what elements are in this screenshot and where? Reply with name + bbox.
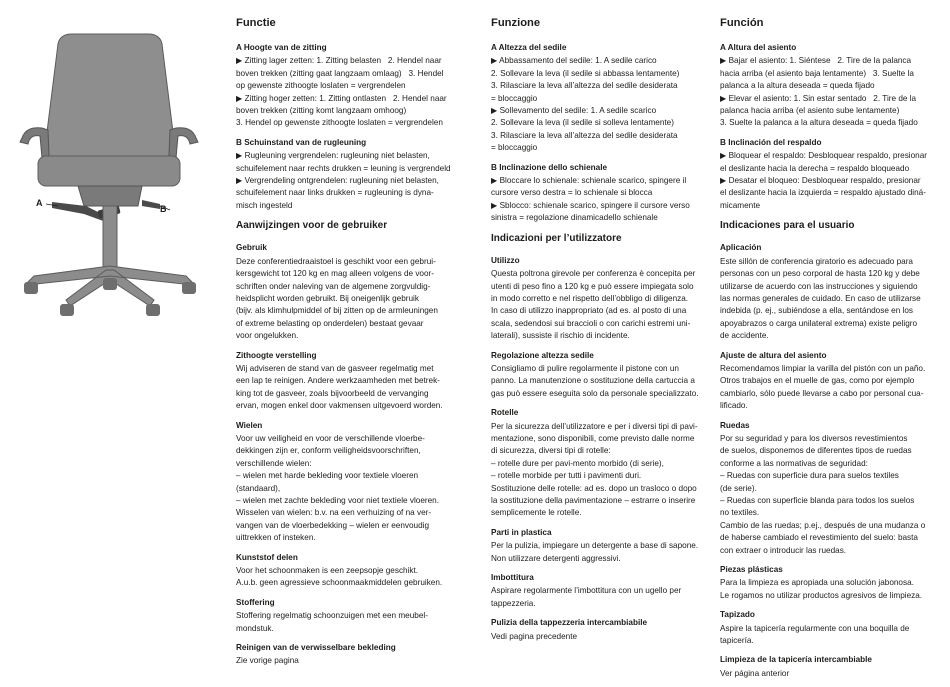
body-line: semplicemente le rotelle. <box>491 508 582 518</box>
note-section <box>720 242 932 342</box>
body-line: ▶ Rugleuning vergrendelen: rugleuning niet belasten, <box>236 151 430 161</box>
body-line: schuifelement naar links drukken = rugleuning is dyna- <box>236 188 434 198</box>
body-line: tapicería. <box>720 636 754 646</box>
body-line: di sicurezza, diversi tipi di rotelle: <box>491 446 611 456</box>
caster <box>60 304 74 316</box>
body-line: Voor het schoonmaken is een zeepsopje geschikt. <box>236 566 419 576</box>
note-section <box>236 597 448 635</box>
body-line: Stoffering regelmatig schoonzuigen met een meubel- <box>236 611 428 621</box>
body-line: (de serie). <box>720 483 757 493</box>
body-line: schuifelement naar rechts drukken = leuning is vergrendeld <box>236 163 451 173</box>
body-line: dekkingen zijn er, conform veiligheidsvoorschriften, <box>236 446 421 456</box>
body-line: no textiles. <box>720 508 760 518</box>
section-heading: A Altezza del sedile <box>491 43 567 52</box>
body-line: ▶ Bloccare lo schienale: schienale scarico, spingere il <box>491 176 687 186</box>
body-line: (bijv. als klimhulpmiddel of bij zitten op de armleuningen <box>236 306 438 316</box>
section-heading: Regolazione altezza sedile <box>491 350 594 360</box>
note-section <box>236 642 448 668</box>
body-line: personas con un peso corporal de hasta 120 kg y debe <box>720 269 920 279</box>
body-line: schriften onder naleving van de algemene zorgvuldig- <box>236 281 431 291</box>
body-line: hacia arriba (el asiento baja lentamente) 3. Suelte la <box>720 68 914 78</box>
body-line: kersgewicht tot 120 kg en mag alleen volgens de voor- <box>236 269 434 279</box>
body-line: Voor uw veiligheid en voor de verschillende vloerbe- <box>236 433 425 443</box>
body-line: 2. Sollevare la leva (il sedile si abbassa lentamente) <box>491 68 680 78</box>
body-line: een lap te reinigen. Andere werkzaamheden met betrek- <box>236 376 440 386</box>
notes-sections <box>491 255 703 643</box>
section-heading: Ajuste de altura del asiento <box>720 350 827 360</box>
body-line: scala, sedendosi sui braccioli o con carichi estremi uni- <box>491 318 691 328</box>
caster <box>24 282 38 294</box>
body-line: ▶ Zitting hoger zetten: 1. Zitting ontlasten 2. Hendel naar <box>236 93 447 103</box>
body-line: = bloccaggio <box>491 93 538 103</box>
section-heading: B Inclinazione dello schienale <box>491 162 608 172</box>
caster <box>146 304 160 316</box>
column-spanish <box>720 14 932 687</box>
label-b: B <box>160 204 167 214</box>
body-line: Consigliamo di pulire regolarmente il pistone con un <box>491 363 679 373</box>
body-line: Zie vorige pagina <box>236 656 299 666</box>
function-section <box>236 137 451 212</box>
section-heading: Zithoogte verstelling <box>236 350 317 360</box>
body-line: op gewenste zithoogte loslaten = vergrendelen <box>236 81 406 91</box>
body-line: las normas generales de cuidado. En caso de utilizarse <box>720 293 921 303</box>
note-section <box>236 350 448 413</box>
body-line: king tot de gasveer, zoals bijvoorbeeld de vervanging <box>236 388 429 398</box>
body-line: Para la limpieza es apropiada una solución jabonosa. <box>720 578 914 588</box>
body-line: – wielen met zachte bekleding voor niet textiele vloeren. <box>236 496 439 505</box>
body-line: laterali), sussiste il rischio di incidente. <box>491 331 630 341</box>
body-line: ervan, mogen enkel door vakmensen uitgevoerd worden. <box>236 401 443 411</box>
body-line: Deze conferentiedraaistoel is geschikt voor een gebrui- <box>236 256 436 266</box>
section-heading: Imbottitura <box>491 573 534 583</box>
body-line: micamente <box>720 200 761 210</box>
body-line: de suelos, disponemos de diferentes tipos de ruedas <box>720 446 912 456</box>
body-line: utilizarse de acuerdo con las instrucciones y siguiendo <box>720 281 918 291</box>
body-line: Wij adviseren de stand van de gasveer regelmatig met <box>236 363 434 373</box>
body-line: palanca a la altura deseada = queda fijado <box>720 81 875 91</box>
body-line: Per la pulizia, impiegare un detergente a base di sapone. <box>491 541 699 551</box>
section-heading: Parti in plastica <box>491 527 552 537</box>
body-line: 3. Suelte la palanca a la altura deseada = queda fijado <box>720 118 918 128</box>
function-sections <box>236 42 451 212</box>
body-line: – wielen met harde bekleding voor textiele vloeren <box>236 471 419 481</box>
function-section <box>491 42 703 155</box>
body-line: ▶ Bloquear el respaldo: Desbloquear respaldo, presionar <box>720 151 928 161</box>
section-heading: Wielen <box>236 420 263 430</box>
body-line: 2. Sollevare la leva (il sedile si solleva lentamente) <box>491 118 674 128</box>
function-section <box>720 137 932 212</box>
body-line: ▶ Sblocco: schienale scarico, spingere il cursore verso <box>491 200 690 210</box>
body-line: (standaard), <box>236 483 281 493</box>
section-heading: A Altura del asiento <box>720 43 797 52</box>
body-line: uittrekken of insteken. <box>236 533 316 543</box>
note-section <box>491 407 703 520</box>
body-line: heidsplicht worden gebruikt. Bij oneigenlijk gebruik <box>236 293 419 303</box>
section-heading: Limpieza de la tapicería intercambiable <box>720 655 872 665</box>
body-line: el deslizante hacia la izquierda = respaldo ajustado diná- <box>720 188 926 198</box>
column-title: Functie <box>236 17 276 29</box>
body-line: Per la sicurezza dell’utilizzatore e per i diversi tipi di pavi- <box>491 421 698 431</box>
note-section <box>491 617 703 643</box>
column-dutch <box>236 14 451 675</box>
note-section <box>720 350 932 413</box>
body-line: 3. Hendel op gewenste zithoogte loslaten = vergrendelen <box>236 118 443 128</box>
body-line: 3. Rilasciare la leva all’altezza del sedile desiderata <box>491 130 678 140</box>
column-title: Función <box>720 17 764 29</box>
body-line: Aspire la tapicería regularmente con una boquilla de <box>720 623 910 633</box>
function-section <box>720 42 932 130</box>
body-line: – Ruedas con superficie dura para suelos textiles <box>720 471 899 481</box>
body-line: ▶ Abbassamento del sedile: 1. A sedile carico <box>491 56 657 66</box>
section-heading: Rotelle <box>491 408 519 418</box>
note-section <box>720 564 932 602</box>
body-line: verschillende wielen: <box>236 458 312 468</box>
section-heading: Tapizado <box>720 610 755 620</box>
body-line: misch ingesteld <box>236 200 293 210</box>
note-section <box>236 420 448 545</box>
function-section <box>236 42 448 130</box>
body-line: gas può essere eseguita solo da personale specializzato. <box>491 388 699 398</box>
body-line: Ver página anterior <box>720 668 790 678</box>
chair-backrest <box>43 34 177 170</box>
body-line: conforme a las normativas de seguridad: <box>720 458 868 468</box>
body-line: – Ruedas con superficie blanda para todos los suelos <box>720 496 915 505</box>
body-line: Este sillón de conferencia giratorio es adecuado para <box>720 256 913 266</box>
notes-sections <box>720 242 932 680</box>
body-line: – rotelle dure per pavi-mento morbido (di serie), <box>491 458 664 468</box>
function-sections <box>491 42 703 225</box>
body-line: mondstuk. <box>236 623 274 633</box>
function-section <box>491 162 703 225</box>
body-line: boven trekken (zitting komt langzaam omhoog) <box>236 106 407 116</box>
note-section <box>491 255 703 343</box>
body-line: sinistra = regolazione dinamicadello schienale <box>491 213 658 223</box>
body-line: de haberse cambiado el revestimiento del suelo: basta <box>720 533 918 543</box>
body-line: utenti di peso fino a 120 kg e può essere impiegata solo <box>491 281 694 291</box>
body-line: Non utilizzare detergenti aggressivi. <box>491 553 621 563</box>
section-heading: A Hoogte van de zitting <box>236 43 327 52</box>
body-line: indebida (p. ej., subiéndose a ella, sentándose en los <box>720 306 913 316</box>
body-line: Aspirare regolarmente l’imbottitura con un ugello per <box>491 586 682 596</box>
section-heading: Aplicación <box>720 243 762 253</box>
body-line: voor ongelukken. <box>236 331 299 341</box>
body-line: con extraer o introducir las ruedas. <box>720 545 847 555</box>
notes-title: Indicazioni per l’utilizzatore <box>491 232 622 244</box>
body-line: Wisselen van wielen: b.v. na een verhuizing of na ver- <box>236 508 432 518</box>
section-heading: B Schuinstand van de rugleuning <box>236 137 367 147</box>
body-line: ▶ Desatar el bloqueo: Desbloquear respaldo, presionar <box>720 176 921 186</box>
body-line: tappezzeria. <box>491 598 536 608</box>
note-section <box>236 552 448 590</box>
section-heading: Gebruik <box>236 243 267 253</box>
body-line: in modo corretto e nel rispetto dell’obbligo di diligenza. <box>491 293 689 303</box>
note-section <box>720 654 932 680</box>
body-line: ▶ Elevar el asiento: 1. Sin estar sentado 2. Tire de la <box>720 93 917 103</box>
section-heading: Pulizia della tappezzeria intercambiabile <box>491 618 648 628</box>
body-line: Questa poltrona girevole per conferenza è concepita per <box>491 269 696 279</box>
body-line: el deslizante hacia la derecha = respaldo bloqueado <box>720 163 910 173</box>
body-line: panno. La manutenzione o sostituzione della cartuccia a <box>491 376 695 386</box>
body-line: ▶ Bajar el asiento: 1. Siéntese 2. Tire de la palanca <box>720 56 912 66</box>
body-line: vangen van de vloerbedekking – wielen er eenvoudig <box>236 520 429 530</box>
lever-b <box>142 200 160 209</box>
body-line: Otros trabajos en el muelle de gas, como por ejemplo <box>720 376 915 386</box>
body-line: In caso di utilizzo inappropriato (ad es. al posto di una <box>491 306 687 316</box>
note-section <box>236 242 448 342</box>
notes-title: Indicaciones para el usuario <box>720 220 855 232</box>
function-sections <box>720 42 932 212</box>
body-line: Vedi pagina precedente <box>491 631 578 641</box>
column-title: Funzione <box>491 17 541 29</box>
section-heading: Utilizzo <box>491 255 520 265</box>
body-line: Sostituzione delle rotelle: ad es. dopo un trasloco o dopo <box>491 483 697 493</box>
caster <box>103 278 117 290</box>
body-line: palanca hacia arriba (el asiento sube lentamente) <box>720 106 900 116</box>
notes-sections <box>236 242 448 668</box>
section-heading: Reinigen van de verwisselbare bekleding <box>236 643 396 653</box>
body-line: Le rogamos no utilizar productos agresivos de limpieza. <box>720 590 923 600</box>
body-line: boven trekken (zitting gaat langzaam omlaag) 3. Hendel <box>236 68 444 78</box>
label-a: A <box>36 198 43 208</box>
body-line: cursore verso destra = lo schienale si blocca <box>491 188 653 198</box>
body-line: of extreme belasting op onderdelen) bestaat gevaar <box>236 318 424 328</box>
body-line: = bloccaggio <box>491 143 538 153</box>
body-line: ▶ Sollevamento del sedile: 1. A sedile scarico <box>491 106 657 116</box>
body-line: 3. Rilasciare la leva all’altezza del sedile desiderata <box>491 81 678 91</box>
body-line: Cambio de las ruedas; p.ej., después de una mudanza o <box>720 520 926 530</box>
chair-mechanism <box>78 186 142 206</box>
body-line: de accidente. <box>720 331 769 341</box>
body-line: ▶ Vergrendeling ontgrendelen: rugleuning niet belasten, <box>236 176 439 186</box>
chair-illustration <box>14 30 204 330</box>
body-line: la sostituzione della pavimentazione – estrarre o inserire <box>491 496 696 505</box>
section-heading: B Inclinación del respaldo <box>720 137 822 147</box>
body-line: cambiarlo, sólo puede llevarse a cabo por personal cua- <box>720 388 924 398</box>
body-line: A.u.b. geen agressieve schoonmaakmiddelen gebruiken. <box>236 578 443 588</box>
section-heading: Ruedas <box>720 420 750 430</box>
body-line: – rotelle morbide per tutti i pavimenti duri. <box>491 471 642 481</box>
caster <box>182 282 196 294</box>
notes-title: Aanwijzingen voor de gebruiker <box>236 220 388 232</box>
column-italian <box>491 14 703 650</box>
chair-gas-column <box>103 206 117 270</box>
note-section <box>491 527 703 565</box>
section-heading: Piezas plásticas <box>720 565 783 575</box>
body-line: Por su seguridad y para los diversos revestimientos <box>720 433 908 443</box>
body-line: Recomendamos limpiar la varilla del pistón con un paño. <box>720 363 926 373</box>
note-section <box>720 609 932 647</box>
note-section <box>491 350 703 401</box>
body-line: lificado. <box>720 401 748 411</box>
note-section <box>491 572 703 610</box>
section-heading: Stoffering <box>236 597 275 607</box>
note-section <box>720 420 932 557</box>
chair-seat <box>38 156 180 186</box>
body-line: ▶ Zitting lager zetten: 1. Zitting belasten 2. Hendel naar <box>236 56 442 66</box>
section-heading: Kunststof delen <box>236 552 298 562</box>
body-line: mentazione, sono disponibili, come previsto dalle norme <box>491 433 695 443</box>
body-line: apoyabrazos o carga unilateral extrema) existe peligro <box>720 318 918 328</box>
